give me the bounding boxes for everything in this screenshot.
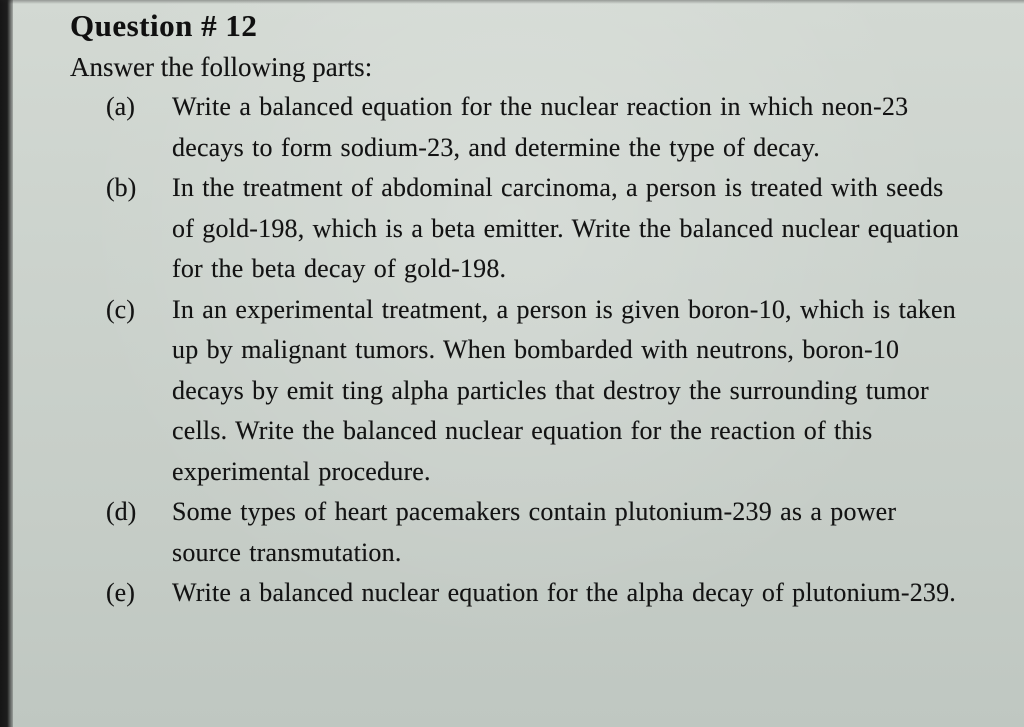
question-part-d [70, 492, 980, 573]
question-part-c [70, 290, 980, 493]
part-text: In an experimental treatment, a person is given boron-10, which is taken up by malignant tumors. When bombarded with neutrons, boron-10 decays by emit ting alpha particles that destroy the surrounding tumor cells. Write the balanced nuclear equation for the reaction of this experimental procedure. [172, 294, 956, 486]
part-label: (b) [106, 173, 137, 202]
document-content [70, 8, 980, 614]
part-label: (d) [106, 497, 137, 526]
part-text: In the treatment of abdominal carcinoma, a person is treated with seeds of gold-198, which is a beta emitter. Write the balanced nuclear equation for the beta decay of gold-198. [172, 173, 959, 283]
question-parts-list [70, 87, 980, 614]
photo-top-edge [0, 0, 1024, 4]
question-part-a [70, 87, 980, 168]
part-text: Some types of heart pacemakers contain plutonium-239 as a power source transmutation. [172, 497, 897, 567]
question-part-b [70, 168, 980, 290]
part-text: Write a balanced equation for the nuclear reaction in which neon-23 decays to form sodium-23, and determine the type of decay. [172, 92, 909, 162]
question-intro: Answer the following parts: [70, 52, 373, 82]
photo-left-edge [0, 0, 13, 727]
question-part-e [70, 573, 980, 614]
part-label: (c) [106, 294, 135, 324]
part-text: Write a balanced nuclear equation for the alpha decay of plutonium-239. [172, 578, 957, 607]
part-label: (a) [106, 92, 135, 121]
question-title: Question # 12 [70, 8, 258, 43]
part-label: (e) [106, 578, 135, 607]
